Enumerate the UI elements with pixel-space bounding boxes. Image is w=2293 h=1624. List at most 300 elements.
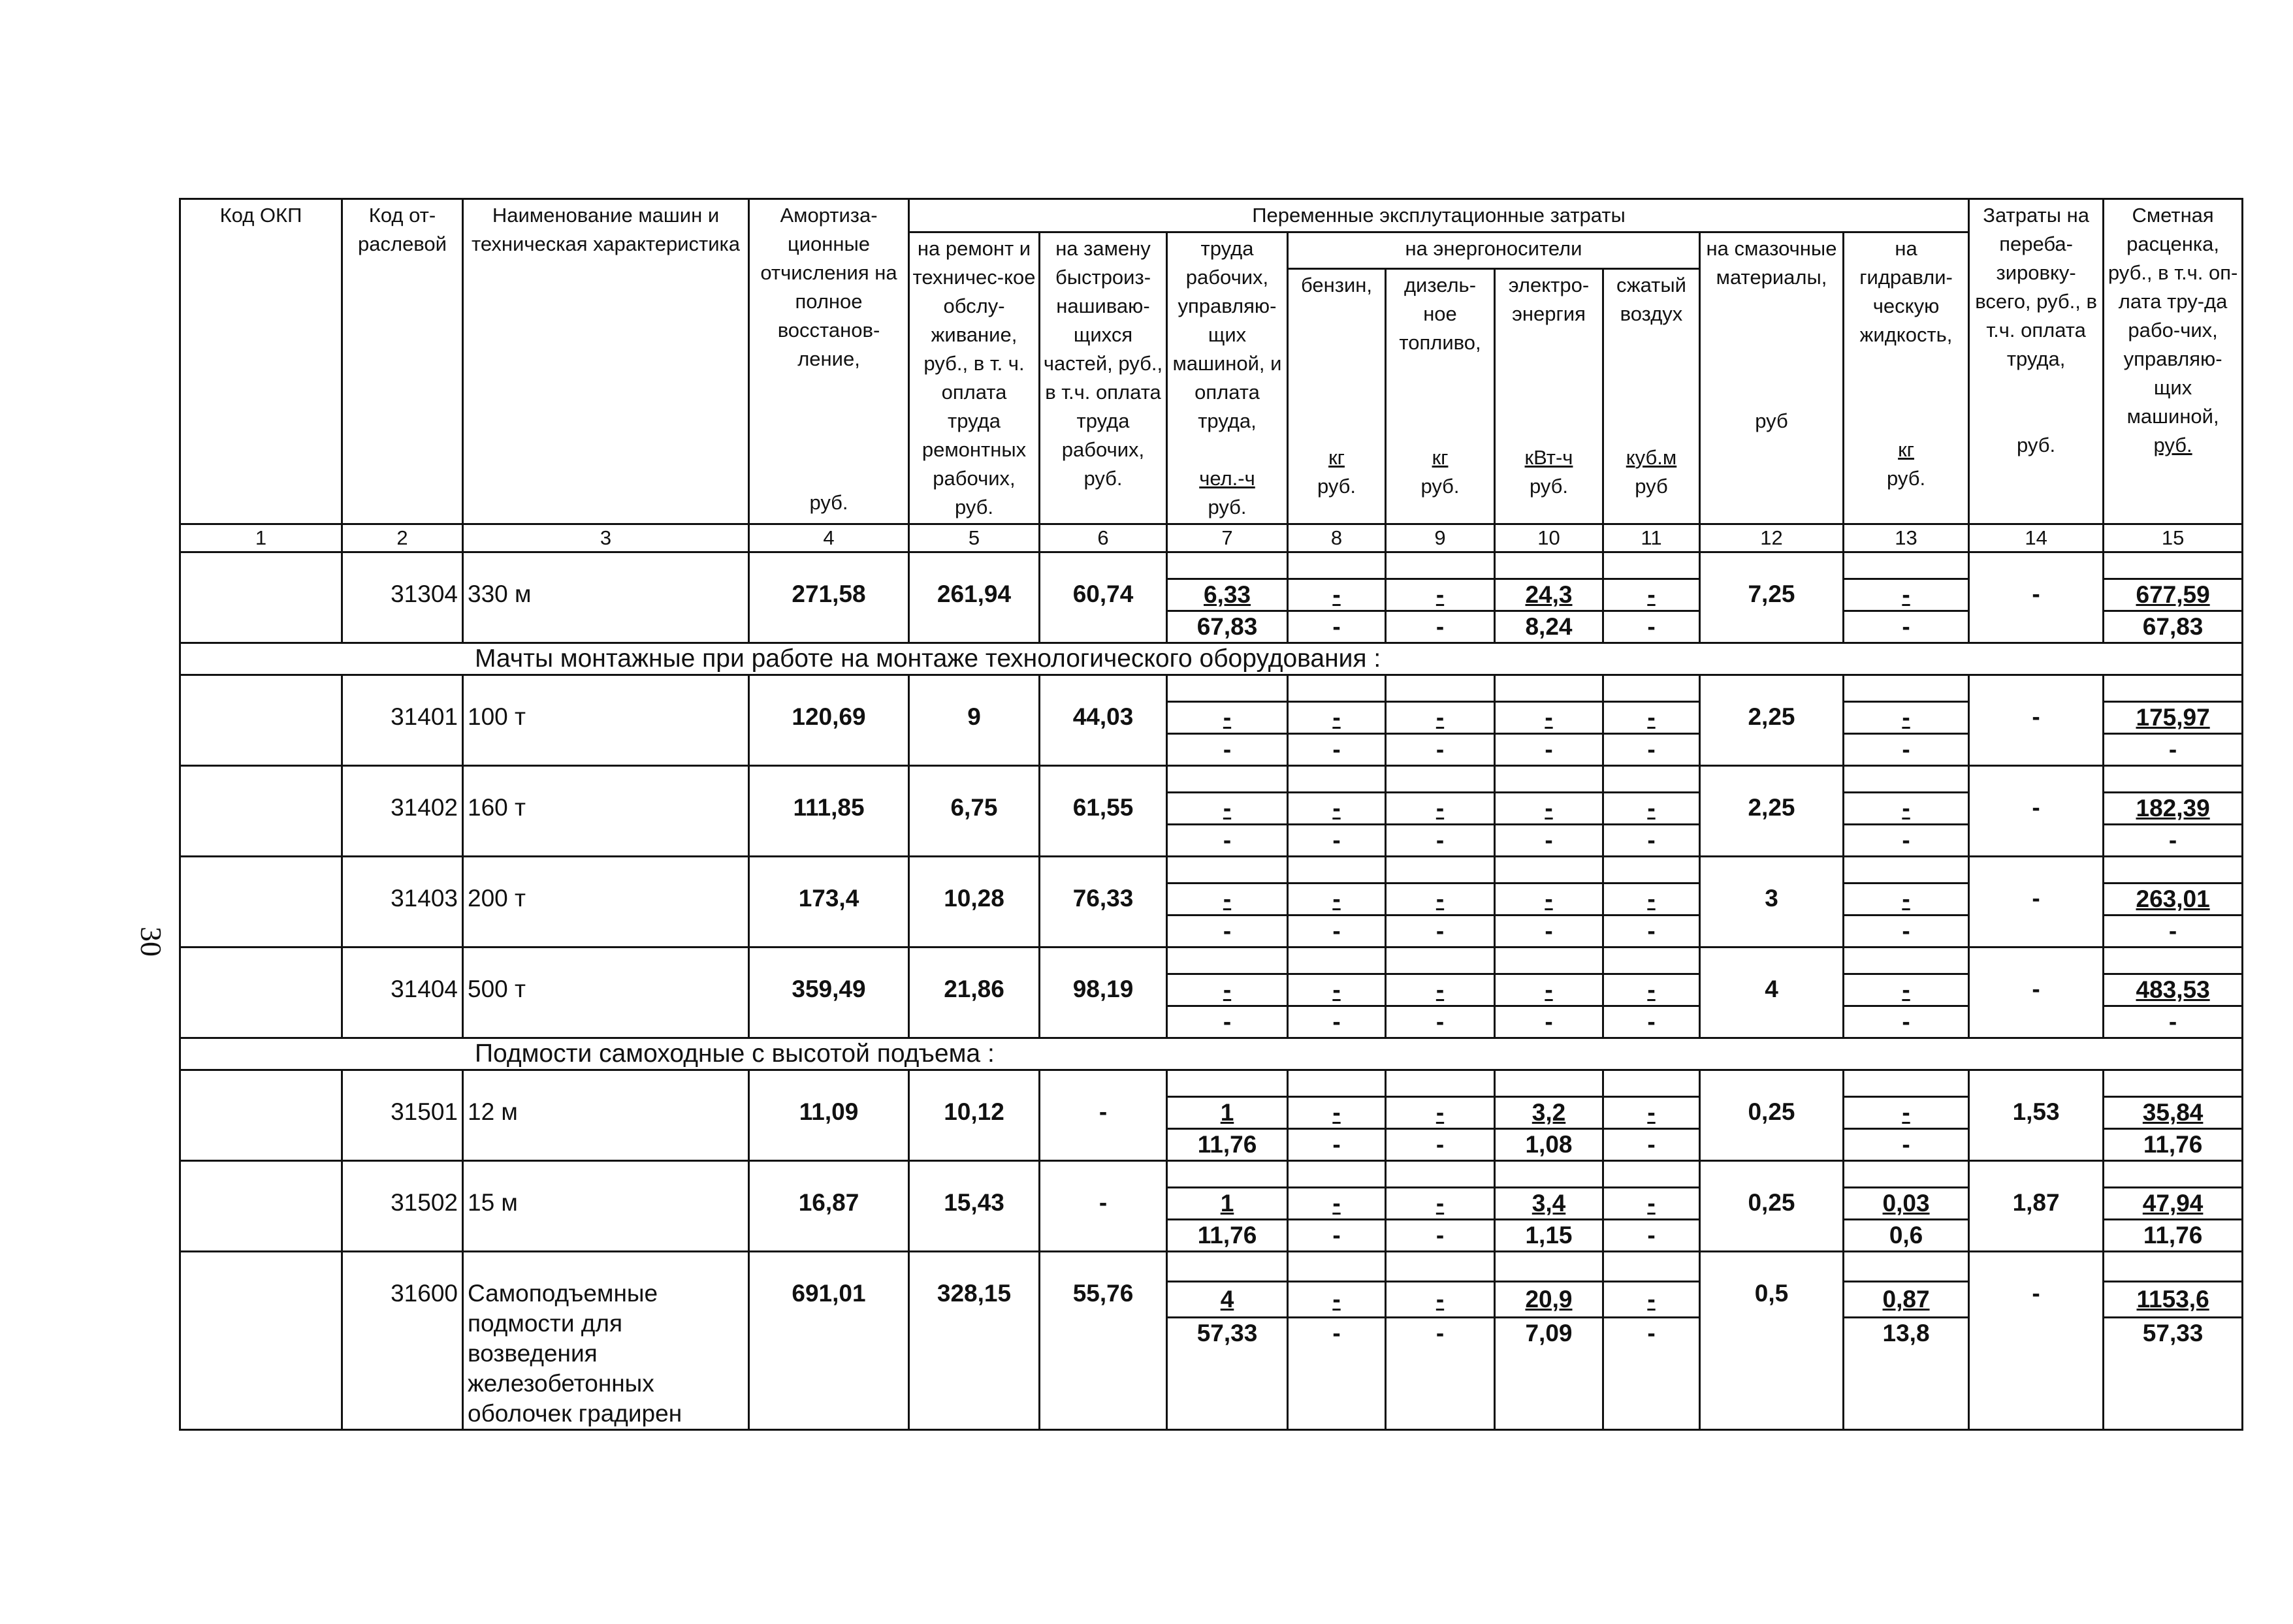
gidro-pay-cell: -: [1844, 734, 1969, 766]
table-row: [180, 1252, 2243, 1282]
gidro-value-cell: -: [1844, 702, 1969, 734]
header-labor-text: труда рабочих, управляю-щих машиной, и оплата труда,: [1172, 237, 1282, 432]
elektro-gap: [1495, 857, 1603, 884]
gidro-pay-cell: -: [1844, 1129, 1969, 1161]
code-cell: 31600: [342, 1252, 463, 1430]
header-labor-unit2: руб.: [1208, 496, 1247, 518]
benzin-pay-cell: -: [1288, 1220, 1386, 1252]
gidro-value-cell: 0,87: [1844, 1282, 1969, 1318]
dizel-pay-cell: -: [1386, 825, 1495, 857]
amortization-cell: 120,69: [749, 675, 909, 766]
okp-cell: [180, 1252, 342, 1430]
smeta-value-cell: 1153,6: [2104, 1282, 2243, 1318]
amortization-cell: 11,09: [749, 1070, 909, 1161]
header-repair-text: на ремонт и техничес-кое обслу-живание, руб., в т. ч. оплата труда ремонтных рабочих,: [912, 237, 1036, 490]
table-row: [180, 857, 2243, 884]
benzin-pay-cell: -: [1288, 1129, 1386, 1161]
column-number: 10: [1495, 524, 1603, 552]
header-variable-costs: Переменные эксплутационные затраты: [909, 199, 1969, 232]
dizel-value-cell: -: [1386, 793, 1495, 825]
rebasing-cell: -: [1969, 1252, 2104, 1430]
section-row: [180, 1038, 2243, 1070]
vozduh-value-cell: -: [1603, 1097, 1700, 1129]
lubricants-cell: 0,5: [1700, 1252, 1844, 1430]
rebasing-cell: 1,87: [1969, 1161, 2104, 1252]
benzin-value-cell: -: [1288, 1097, 1386, 1129]
code-cell: 31401: [342, 675, 463, 766]
benzin-gap: [1288, 947, 1386, 974]
vozduh-value-cell: -: [1603, 1282, 1700, 1318]
gidro-gap: [1844, 552, 1969, 579]
elektro-value-cell: -: [1495, 793, 1603, 825]
gidro-pay-cell: -: [1844, 825, 1969, 857]
name-cell: 15 м: [463, 1161, 749, 1252]
code-cell: 31402: [342, 766, 463, 857]
header-diesel-unit2: руб.: [1420, 474, 1460, 498]
amortization-cell: 691,01: [749, 1252, 909, 1430]
vozduh-pay-cell: -: [1603, 1129, 1700, 1161]
repair-cell: 10,12: [909, 1070, 1040, 1161]
amortization-cell: 16,87: [749, 1161, 909, 1252]
lubricants-cell: 7,25: [1700, 552, 1844, 643]
header-name: Наименование машин и техническая характеристика: [463, 199, 749, 524]
trud-value-cell: 6,33: [1167, 579, 1288, 611]
rebasing-cell: -: [1969, 675, 2104, 766]
benzin-value-cell: -: [1288, 884, 1386, 915]
vozduh-pay-cell: -: [1603, 1220, 1700, 1252]
header-labor-unit1: чел.-ч: [1199, 467, 1255, 490]
elektro-pay-cell: 8,24: [1495, 611, 1603, 643]
smeta-pay-cell: -: [2104, 825, 2243, 857]
rebasing-cell: -: [1969, 552, 2104, 643]
trud-gap: [1167, 1161, 1288, 1188]
rebasing-cell: -: [1969, 857, 2104, 947]
name-cell: 500 т: [463, 947, 749, 1038]
header-estimate-unit: руб.: [2153, 434, 2192, 456]
okp-cell: [180, 1070, 342, 1161]
vozduh-gap: [1603, 857, 1700, 884]
trud-value-cell: 1: [1167, 1188, 1288, 1220]
elektro-pay-cell: -: [1495, 915, 1603, 947]
smeta-value-cell: 35,84: [2104, 1097, 2243, 1129]
vozduh-gap: [1603, 552, 1700, 579]
lubricants-cell: 2,25: [1700, 675, 1844, 766]
elektro-value-cell: -: [1495, 974, 1603, 1006]
dizel-gap: [1386, 1161, 1495, 1188]
benzin-value-cell: -: [1288, 1188, 1386, 1220]
vozduh-value-cell: -: [1603, 793, 1700, 825]
benzin-gap: [1288, 1070, 1386, 1097]
smeta-value-cell: 263,01: [2104, 884, 2243, 915]
trud-gap: [1167, 1070, 1288, 1097]
gidro-pay-cell: -: [1844, 915, 1969, 947]
smeta-gap: [2104, 1070, 2243, 1097]
name-cell: 100 т: [463, 675, 749, 766]
benzin-pay-cell: -: [1288, 915, 1386, 947]
column-number: 5: [909, 524, 1040, 552]
trud-value-cell: -: [1167, 974, 1288, 1006]
repair-cell: 261,94: [909, 552, 1040, 643]
vozduh-pay-cell: -: [1603, 915, 1700, 947]
okp-cell: [180, 1161, 342, 1252]
benzin-pay-cell: -: [1288, 825, 1386, 857]
gidro-gap: [1844, 1070, 1969, 1097]
smeta-gap: [2104, 1161, 2243, 1188]
dizel-gap: [1386, 675, 1495, 702]
header-hydraulic-text: на гидравли-ческую жидкость,: [1859, 237, 1953, 346]
dizel-pay-cell: -: [1386, 1129, 1495, 1161]
vozduh-gap: [1603, 1161, 1700, 1188]
trud-value-cell: -: [1167, 702, 1288, 734]
column-number: 15: [2104, 524, 2243, 552]
header-lubricants-text: на смазочные материалы,: [1706, 237, 1837, 289]
table-row: [180, 675, 2243, 702]
parts-cell: -: [1040, 1161, 1167, 1252]
elektro-gap: [1495, 766, 1603, 793]
dizel-pay-cell: -: [1386, 734, 1495, 766]
gidro-value-cell: -: [1844, 1097, 1969, 1129]
amortization-cell: 359,49: [749, 947, 909, 1038]
gidro-gap: [1844, 857, 1969, 884]
parts-cell: 55,76: [1040, 1252, 1167, 1430]
trud-value-cell: -: [1167, 884, 1288, 915]
vozduh-value-cell: -: [1603, 974, 1700, 1006]
dizel-gap: [1386, 947, 1495, 974]
okp-cell: [180, 947, 342, 1038]
repair-cell: 21,86: [909, 947, 1040, 1038]
header-parts-text: на замену быстроиз-нашиваю-щихся частей, руб., в т.ч. оплата труда рабочих,: [1043, 237, 1163, 461]
trud-pay-cell: 11,76: [1167, 1220, 1288, 1252]
dizel-value-cell: -: [1386, 1188, 1495, 1220]
trud-pay-cell: -: [1167, 825, 1288, 857]
table-row: [180, 1161, 2243, 1188]
header-repair-unit: руб.: [954, 496, 994, 518]
okp-cell: [180, 675, 342, 766]
elektro-pay-cell: -: [1495, 1006, 1603, 1038]
elektro-pay-cell: 1,08: [1495, 1129, 1603, 1161]
lubricants-cell: 4: [1700, 947, 1844, 1038]
trud-gap: [1167, 947, 1288, 974]
smeta-gap: [2104, 675, 2243, 702]
header-diesel-text: дизель-ное топливо,: [1399, 273, 1481, 354]
trud-pay-cell: 67,83: [1167, 611, 1288, 643]
vozduh-pay-cell: -: [1603, 1318, 1700, 1430]
dizel-value-cell: -: [1386, 884, 1495, 915]
column-number: 1: [180, 524, 342, 552]
okp-cell: [180, 857, 342, 947]
header-diesel-unit1: кг: [1432, 445, 1449, 469]
name-cell: 330 м: [463, 552, 749, 643]
lubricants-cell: 2,25: [1700, 766, 1844, 857]
trud-pay-cell: -: [1167, 1006, 1288, 1038]
smeta-pay-cell: 11,76: [2104, 1129, 2243, 1161]
repair-cell: 328,15: [909, 1252, 1040, 1430]
section-title: Подмости самоходные с высотой подъема :: [180, 1038, 2243, 1070]
smeta-gap: [2104, 947, 2243, 974]
trud-value-cell: 4: [1167, 1282, 1288, 1318]
elektro-gap: [1495, 1252, 1603, 1282]
column-number: 3: [463, 524, 749, 552]
name-cell: 12 м: [463, 1070, 749, 1161]
benzin-pay-cell: -: [1288, 734, 1386, 766]
table-row: [180, 766, 2243, 793]
elektro-value-cell: 24,3: [1495, 579, 1603, 611]
elektro-gap: [1495, 1070, 1603, 1097]
trud-gap: [1167, 857, 1288, 884]
gidro-gap: [1844, 766, 1969, 793]
vozduh-value-cell: -: [1603, 1188, 1700, 1220]
code-cell: 31501: [342, 1070, 463, 1161]
benzin-value-cell: -: [1288, 974, 1386, 1006]
dizel-pay-cell: -: [1386, 1318, 1495, 1430]
vozduh-gap: [1603, 675, 1700, 702]
gidro-pay-cell: -: [1844, 611, 1969, 643]
repair-cell: 15,43: [909, 1161, 1040, 1252]
header-rebasing-unit: руб.: [2017, 434, 2056, 456]
table-header: [180, 199, 2243, 552]
column-number: 7: [1167, 524, 1288, 552]
repair-cell: 10,28: [909, 857, 1040, 947]
smeta-value-cell: 182,39: [2104, 793, 2243, 825]
benzin-value-cell: -: [1288, 702, 1386, 734]
name-cell: Самоподъемные подмости для возведения железобетонных оболочек градирен: [463, 1252, 749, 1430]
code-cell: 31404: [342, 947, 463, 1038]
header-amortization: [749, 199, 909, 524]
page-number: 30: [135, 927, 168, 957]
amortization-cell: 271,58: [749, 552, 909, 643]
vozduh-gap: [1603, 1252, 1700, 1282]
okp-cell: [180, 766, 342, 857]
elektro-gap: [1495, 675, 1603, 702]
benzin-value-cell: -: [1288, 579, 1386, 611]
rebasing-cell: -: [1969, 766, 2104, 857]
code-cell: 31403: [342, 857, 463, 947]
gidro-gap: [1844, 947, 1969, 974]
benzin-gap: [1288, 675, 1386, 702]
gidro-pay-cell: 0,6: [1844, 1220, 1969, 1252]
repair-cell: 9: [909, 675, 1040, 766]
header-petrol-unit1: кг: [1328, 445, 1345, 469]
vozduh-value-cell: -: [1603, 702, 1700, 734]
header-amortization-unit: руб.: [809, 491, 848, 514]
elektro-pay-cell: -: [1495, 734, 1603, 766]
column-number: 13: [1844, 524, 1969, 552]
header-electricity-unit1: кВт-ч: [1524, 445, 1573, 469]
elektro-gap: [1495, 947, 1603, 974]
trud-pay-cell: -: [1167, 915, 1288, 947]
trud-pay-cell: 11,76: [1167, 1129, 1288, 1161]
header-repair: [909, 232, 1040, 524]
header-air-text: сжатый воздух: [1616, 273, 1686, 325]
table-row: [180, 1070, 2243, 1097]
column-number: 9: [1386, 524, 1495, 552]
header-estimate: [2104, 199, 2243, 524]
dizel-pay-cell: -: [1386, 611, 1495, 643]
code-cell: 31304: [342, 552, 463, 643]
gidro-pay-cell: 13,8: [1844, 1318, 1969, 1430]
parts-cell: 61,55: [1040, 766, 1167, 857]
trud-pay-cell: 57,33: [1167, 1318, 1288, 1430]
lubricants-cell: 0,25: [1700, 1070, 1844, 1161]
vozduh-value-cell: -: [1603, 579, 1700, 611]
section-row: [180, 643, 2243, 675]
column-number: 11: [1603, 524, 1700, 552]
dizel-pay-cell: -: [1386, 1220, 1495, 1252]
header-kod-otraslevoy: Код от-раслевой: [342, 199, 463, 524]
okp-cell: [180, 552, 342, 643]
repair-cell: 6,75: [909, 766, 1040, 857]
rebasing-cell: -: [1969, 947, 2104, 1038]
header-rebasing-text: Затраты на переба-зировку-всего, руб., в т.ч. оплата труда,: [1975, 204, 2097, 370]
benzin-value-cell: -: [1288, 793, 1386, 825]
header-labor: [1167, 232, 1288, 524]
gidro-value-cell: 0,03: [1844, 1188, 1969, 1220]
parts-cell: -: [1040, 1070, 1167, 1161]
trud-value-cell: 1: [1167, 1097, 1288, 1129]
trud-gap: [1167, 1252, 1288, 1282]
vozduh-pay-cell: -: [1603, 825, 1700, 857]
benzin-pay-cell: -: [1288, 611, 1386, 643]
header-air-unit1: куб.м: [1626, 445, 1677, 469]
rebasing-cell: 1,53: [1969, 1070, 2104, 1161]
gidro-value-cell: -: [1844, 974, 1969, 1006]
vozduh-pay-cell: -: [1603, 734, 1700, 766]
header-energy: на энергоносители: [1288, 232, 1700, 269]
machine-cost-table: [179, 198, 2243, 1431]
header-rebasing: [1969, 199, 2104, 524]
header-hydraulic: [1844, 232, 1969, 524]
elektro-value-cell: 20,9: [1495, 1282, 1603, 1318]
dizel-gap: [1386, 1070, 1495, 1097]
column-number: 12: [1700, 524, 1844, 552]
gidro-value-cell: -: [1844, 793, 1969, 825]
dizel-value-cell: -: [1386, 702, 1495, 734]
header-lubricants: [1700, 232, 1844, 524]
header-electricity: [1495, 268, 1603, 524]
elektro-value-cell: -: [1495, 702, 1603, 734]
benzin-pay-cell: -: [1288, 1318, 1386, 1430]
lubricants-cell: 0,25: [1700, 1161, 1844, 1252]
header-petrol-text: бензин,: [1300, 273, 1373, 296]
benzin-gap: [1288, 1161, 1386, 1188]
smeta-value-cell: 47,94: [2104, 1188, 2243, 1220]
vozduh-value-cell: -: [1603, 884, 1700, 915]
smeta-value-cell: 483,53: [2104, 974, 2243, 1006]
header-hydraulic-unit2: руб.: [1886, 467, 1926, 490]
gidro-value-cell: -: [1844, 579, 1969, 611]
elektro-pay-cell: -: [1495, 825, 1603, 857]
benzin-gap: [1288, 766, 1386, 793]
parts-cell: 98,19: [1040, 947, 1167, 1038]
header-electricity-text: электро-энергия: [1508, 273, 1590, 325]
lubricants-cell: 3: [1700, 857, 1844, 947]
dizel-gap: [1386, 1252, 1495, 1282]
trud-gap: [1167, 766, 1288, 793]
header-parts-unit: руб.: [1083, 467, 1123, 490]
elektro-pay-cell: 7,09: [1495, 1318, 1603, 1430]
gidro-pay-cell: -: [1844, 1006, 1969, 1038]
elektro-value-cell: 3,2: [1495, 1097, 1603, 1129]
dizel-gap: [1386, 552, 1495, 579]
header-petrol: [1288, 268, 1386, 524]
header-amortization-text: Амортиза-ционные отчисления на полное восстанов-ление,: [760, 204, 897, 370]
vozduh-gap: [1603, 766, 1700, 793]
vozduh-pay-cell: -: [1603, 1006, 1700, 1038]
smeta-pay-cell: -: [2104, 1006, 2243, 1038]
benzin-value-cell: -: [1288, 1282, 1386, 1318]
dizel-value-cell: -: [1386, 1097, 1495, 1129]
smeta-value-cell: 677,59: [2104, 579, 2243, 611]
elektro-gap: [1495, 1161, 1603, 1188]
table-row: [180, 552, 2243, 579]
dizel-pay-cell: -: [1386, 915, 1495, 947]
parts-cell: 60,74: [1040, 552, 1167, 643]
column-number: 2: [342, 524, 463, 552]
column-numbers-row: [180, 524, 2243, 552]
dizel-gap: [1386, 766, 1495, 793]
smeta-pay-cell: 67,83: [2104, 611, 2243, 643]
gidro-gap: [1844, 675, 1969, 702]
table-body: [180, 552, 2243, 1430]
dizel-value-cell: -: [1386, 1282, 1495, 1318]
dizel-gap: [1386, 857, 1495, 884]
header-petrol-unit2: руб.: [1317, 474, 1356, 498]
trud-gap: [1167, 552, 1288, 579]
header-hydraulic-unit1: кг: [1898, 438, 1914, 461]
dizel-value-cell: -: [1386, 974, 1495, 1006]
trud-value-cell: -: [1167, 793, 1288, 825]
parts-cell: 44,03: [1040, 675, 1167, 766]
header-electricity-unit2: руб.: [1529, 474, 1569, 498]
header-parts: [1040, 232, 1167, 524]
smeta-gap: [2104, 1252, 2243, 1282]
header-air-unit2: руб: [1635, 474, 1668, 498]
vozduh-pay-cell: -: [1603, 611, 1700, 643]
benzin-pay-cell: -: [1288, 1006, 1386, 1038]
name-cell: 200 т: [463, 857, 749, 947]
smeta-pay-cell: -: [2104, 734, 2243, 766]
amortization-cell: 111,85: [749, 766, 909, 857]
column-number: 8: [1288, 524, 1386, 552]
table-row: [180, 947, 2243, 974]
smeta-gap: [2104, 552, 2243, 579]
header-diesel: [1386, 268, 1495, 524]
dizel-pay-cell: -: [1386, 1006, 1495, 1038]
smeta-gap: [2104, 766, 2243, 793]
name-cell: 160 т: [463, 766, 749, 857]
parts-cell: 76,33: [1040, 857, 1167, 947]
dizel-value-cell: -: [1386, 579, 1495, 611]
amortization-cell: 173,4: [749, 857, 909, 947]
smeta-gap: [2104, 857, 2243, 884]
vozduh-gap: [1603, 947, 1700, 974]
benzin-gap: [1288, 1252, 1386, 1282]
gidro-value-cell: -: [1844, 884, 1969, 915]
trud-gap: [1167, 675, 1288, 702]
smeta-pay-cell: 57,33: [2104, 1318, 2243, 1430]
code-cell: 31502: [342, 1161, 463, 1252]
vozduh-gap: [1603, 1070, 1700, 1097]
benzin-gap: [1288, 857, 1386, 884]
column-number: 4: [749, 524, 909, 552]
gidro-gap: [1844, 1161, 1969, 1188]
column-number: 14: [1969, 524, 2104, 552]
smeta-pay-cell: 11,76: [2104, 1220, 2243, 1252]
elektro-pay-cell: 1,15: [1495, 1220, 1603, 1252]
header-lubricants-unit: руб: [1755, 409, 1788, 432]
smeta-value-cell: 175,97: [2104, 702, 2243, 734]
benzin-gap: [1288, 552, 1386, 579]
